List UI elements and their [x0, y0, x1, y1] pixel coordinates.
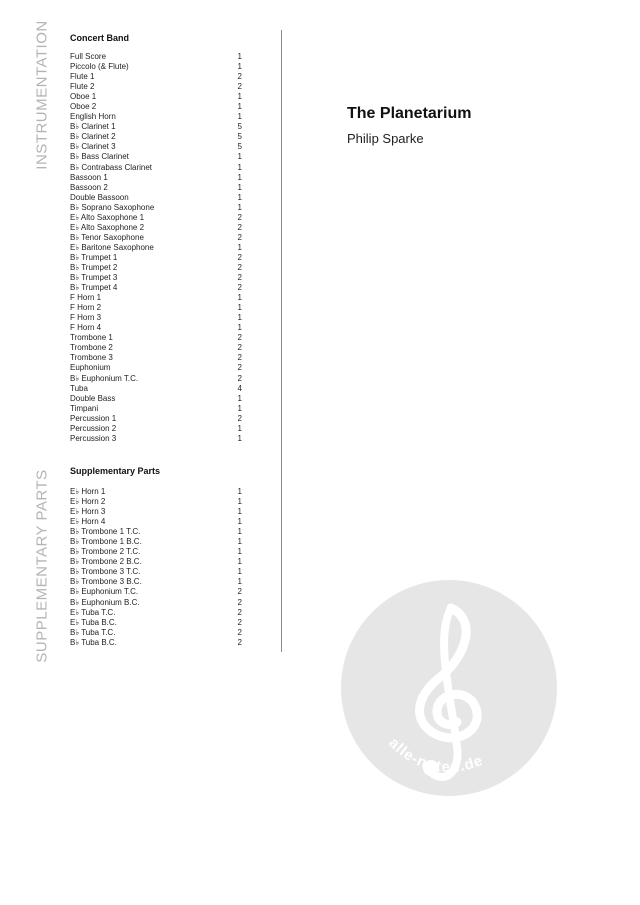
part-name: English Horn [70, 112, 116, 122]
part-name: B♭ Trumpet 3 [70, 273, 118, 283]
part-row [70, 223, 242, 233]
part-quantity: 1 [237, 62, 242, 72]
part-row [70, 618, 242, 628]
part-row [70, 353, 242, 363]
part-quantity: 2 [237, 413, 242, 423]
part-name: B♭ Tenor Saxophone [70, 232, 144, 242]
part-quantity: 2 [237, 273, 242, 283]
part-quantity: 2 [237, 617, 242, 627]
part-quantity: 2 [237, 343, 242, 353]
part-name: Trombone 3 [70, 353, 113, 363]
part-name: Trombone 1 [70, 333, 113, 343]
part-name: B♭ Soprano Saxophone [70, 202, 155, 212]
part-quantity: 5 [237, 142, 242, 152]
part-row [70, 313, 242, 323]
part-quantity: 1 [237, 507, 242, 517]
part-quantity: 2 [237, 252, 242, 262]
part-row [70, 152, 242, 162]
part-quantity: 1 [237, 112, 242, 122]
part-quantity: 1 [237, 547, 242, 557]
part-row [70, 102, 242, 112]
concert-band-parts-list [70, 52, 242, 444]
part-quantity: 1 [237, 423, 242, 433]
part-quantity: 2 [237, 232, 242, 242]
part-row [70, 92, 242, 102]
part-row [70, 567, 242, 577]
part-quantity: 1 [237, 567, 242, 577]
part-name: B♭ Trumpet 4 [70, 283, 118, 293]
part-name: Oboe 1 [70, 92, 97, 102]
part-name: E♭ Tuba B.C. [70, 617, 117, 627]
part-quantity: 1 [237, 433, 242, 443]
part-row [70, 52, 242, 62]
part-name: E♭ Horn 2 [70, 497, 106, 507]
part-row [70, 333, 242, 343]
part-quantity: 1 [237, 517, 242, 527]
part-name: Bassoon 1 [70, 172, 108, 182]
part-quantity: 2 [237, 607, 242, 617]
part-quantity: 5 [237, 132, 242, 142]
part-quantity: 1 [237, 172, 242, 182]
part-quantity: 1 [237, 92, 242, 102]
part-quantity: 1 [237, 527, 242, 537]
treble-clef-icon [339, 578, 559, 798]
watermark-logo [339, 578, 559, 798]
part-quantity: 1 [237, 202, 242, 212]
part-row [70, 394, 242, 404]
part-name: B♭ Trombone 1 B.C. [70, 537, 142, 547]
part-name: B♭ Tuba T.C. [70, 627, 116, 637]
part-name: E♭ Baritone Saxophone [70, 242, 154, 252]
part-row [70, 414, 242, 424]
part-name: Double Bass [70, 393, 116, 403]
part-quantity: 4 [237, 383, 242, 393]
part-name: F Horn 4 [70, 323, 102, 333]
part-name: Percussion 3 [70, 433, 117, 443]
part-row [70, 263, 242, 273]
part-row [70, 243, 242, 253]
part-row [70, 323, 242, 333]
part-name: F Horn 1 [70, 293, 102, 303]
part-row [70, 608, 242, 618]
part-name: B♭ Euphonium T.C. [70, 587, 139, 597]
part-row [70, 62, 242, 72]
part-quantity: 1 [237, 577, 242, 587]
part-row [70, 233, 242, 243]
part-name: B♭ Contrabass Clarinet [70, 162, 153, 172]
part-row [70, 404, 242, 414]
composer-name: Philip Sparke [347, 131, 424, 146]
part-quantity: 1 [237, 293, 242, 303]
part-name: E♭ Alto Saxophone 2 [70, 222, 145, 232]
part-row [70, 213, 242, 223]
part-name: Timpani [70, 403, 99, 413]
part-name: B♭ Clarinet 2 [70, 132, 116, 142]
part-quantity: 2 [237, 333, 242, 343]
part-name: B♭ Trombone 3 T.C. [70, 567, 141, 577]
part-row [70, 132, 242, 142]
supplementary-side-label: SUPPLEMENTARY PARTS [33, 469, 51, 663]
part-name: B♭ Trombone 3 B.C. [70, 577, 142, 587]
part-name: Full Score [70, 52, 107, 61]
part-quantity: 2 [237, 373, 242, 383]
part-quantity: 1 [237, 182, 242, 192]
part-name: Piccolo (& Flute) [70, 62, 129, 72]
column-divider [281, 30, 282, 652]
part-quantity: 1 [237, 487, 242, 496]
part-quantity: 1 [237, 557, 242, 567]
part-row [70, 547, 242, 557]
part-quantity: 2 [237, 212, 242, 222]
concert-band-heading: Concert Band [70, 33, 130, 43]
part-name: B♭ Trombone 2 T.C. [70, 547, 141, 557]
part-name: Trombone 2 [70, 343, 113, 353]
part-quantity: 2 [237, 222, 242, 232]
part-row [70, 517, 242, 527]
part-name: E♭ Horn 4 [70, 517, 106, 527]
part-row [70, 424, 242, 434]
part-quantity: 2 [237, 353, 242, 363]
part-quantity: 2 [237, 597, 242, 607]
part-row [70, 487, 242, 497]
part-quantity: 1 [237, 152, 242, 162]
part-row [70, 173, 242, 183]
part-row [70, 122, 242, 132]
part-name: E♭ Horn 3 [70, 507, 106, 517]
part-name: B♭ Trumpet 2 [70, 262, 118, 272]
part-row [70, 303, 242, 313]
part-quantity: 1 [237, 403, 242, 413]
part-name: B♭ Trombone 2 B.C. [70, 557, 142, 567]
part-quantity: 2 [237, 262, 242, 272]
part-quantity: 1 [237, 242, 242, 252]
part-name: Oboe 2 [70, 102, 97, 112]
part-quantity: 2 [237, 82, 242, 92]
part-name: B♭ Trombone 1 T.C. [70, 527, 141, 537]
part-row [70, 112, 242, 122]
part-quantity: 1 [237, 313, 242, 323]
part-name: Percussion 1 [70, 413, 117, 423]
part-row [70, 142, 242, 152]
part-name: B♭ Trumpet 1 [70, 252, 118, 262]
part-name: Bassoon 2 [70, 182, 108, 192]
part-row [70, 577, 242, 587]
part-row [70, 587, 242, 597]
part-quantity: 1 [237, 323, 242, 333]
part-name: B♭ Euphonium B.C. [70, 597, 140, 607]
part-name: B♭ Bass Clarinet [70, 152, 129, 162]
piece-title: The Planetarium [347, 105, 472, 122]
part-name: Percussion 2 [70, 423, 117, 433]
part-row [70, 343, 242, 353]
part-quantity: 2 [237, 627, 242, 637]
part-quantity: 2 [237, 637, 242, 647]
part-name: B♭ Clarinet 1 [70, 122, 116, 132]
part-name: F Horn 3 [70, 313, 102, 323]
part-name: B♭ Euphonium T.C. [70, 373, 139, 383]
part-quantity: 1 [237, 303, 242, 313]
part-row [70, 293, 242, 303]
part-row [70, 193, 242, 203]
part-quantity: 1 [237, 497, 242, 507]
part-quantity: 1 [237, 537, 242, 547]
part-name: E♭ Horn 1 [70, 487, 106, 496]
watermark-text: alle-noten.de [385, 734, 486, 776]
supplementary-parts-heading: Supplementary Parts [70, 466, 161, 476]
part-row [70, 163, 242, 173]
part-row [70, 497, 242, 507]
part-name: E♭ Alto Saxophone 1 [70, 212, 145, 222]
part-row [70, 374, 242, 384]
part-name: Tuba [70, 383, 88, 393]
part-name: B♭ Clarinet 3 [70, 142, 116, 152]
part-row [70, 638, 242, 648]
part-row [70, 434, 242, 444]
part-row [70, 72, 242, 82]
part-row [70, 527, 242, 537]
part-row [70, 537, 242, 547]
part-quantity: 2 [237, 587, 242, 597]
supplementary-parts-list [70, 487, 242, 648]
part-quantity: 1 [237, 102, 242, 112]
part-row [70, 557, 242, 567]
part-row [70, 384, 242, 394]
part-name: Double Bassoon [70, 192, 129, 202]
part-row [70, 82, 242, 92]
part-quantity: 1 [237, 393, 242, 403]
part-name: Flute 1 [70, 72, 95, 82]
part-row [70, 507, 242, 517]
part-row [70, 203, 242, 213]
part-name: Flute 2 [70, 82, 95, 92]
part-row [70, 363, 242, 373]
part-quantity: 2 [237, 363, 242, 373]
part-row [70, 598, 242, 608]
part-row [70, 283, 242, 293]
part-quantity: 1 [237, 52, 242, 61]
part-row [70, 628, 242, 638]
part-name: E♭ Tuba T.C. [70, 607, 116, 617]
part-quantity: 2 [237, 283, 242, 293]
part-name: B♭ Tuba B.C. [70, 637, 117, 647]
part-row [70, 273, 242, 283]
part-quantity: 5 [237, 122, 242, 132]
part-row [70, 183, 242, 193]
part-name: Euphonium [70, 363, 111, 373]
part-row [70, 253, 242, 263]
instrumentation-side-label: INSTRUMENTATION [33, 20, 51, 170]
part-quantity: 2 [237, 72, 242, 82]
part-name: F Horn 2 [70, 303, 102, 313]
part-quantity: 1 [237, 162, 242, 172]
part-quantity: 1 [237, 192, 242, 202]
